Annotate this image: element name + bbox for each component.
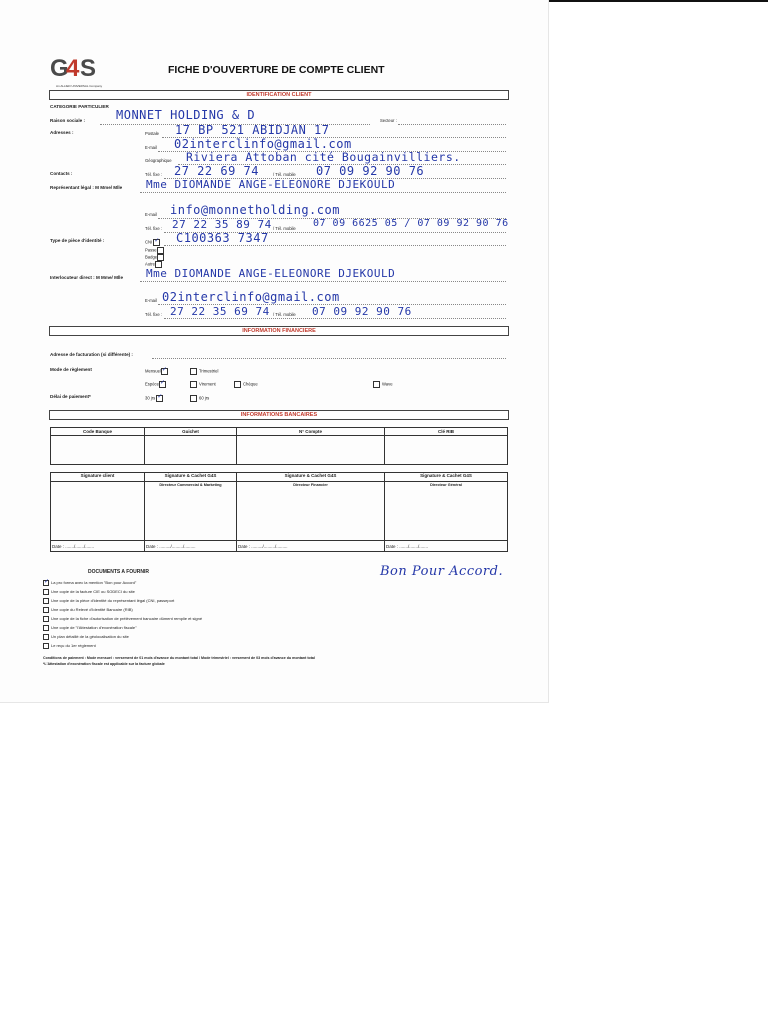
section-identification-label: IDENTIFICATION CLIENT [246,92,312,98]
badge-checkbox[interactable] [157,254,164,261]
mode-reglement-label: Mode de règlement [50,367,92,372]
doc-checkbox[interactable] [43,607,49,613]
j30-label: 30 jrs [145,395,156,401]
raison-sociale-label: Raison sociale : [50,118,85,123]
sig-col-client [51,473,145,482]
categorie-label: CATEGORIE PARTICULIER [50,104,109,109]
signature-table [50,472,508,552]
passeport-label: Passe [145,247,157,253]
int-tel-line [164,318,506,319]
badge-label: Badge [145,254,158,260]
espece-option[interactable] [145,381,168,388]
j60-checkbox[interactable] [190,395,197,402]
doc-checkbox[interactable] [43,616,49,622]
bank-header-guichet: Guichet [145,428,237,436]
representant-value[interactable]: Mme DIOMANDE ANGE-ELEONORE DJEKOULD [146,178,396,191]
j60-option[interactable] [190,395,209,402]
type-piece-label: Type de pièce d'identité : [50,238,105,243]
virement-option[interactable] [190,381,216,388]
doc-item[interactable] [43,598,174,604]
section-bancaires [49,410,509,420]
bank-header-code: Code Banque [51,428,145,436]
sig-dg-area[interactable] [385,482,508,541]
mensuel-checkbox[interactable] [161,368,168,375]
mensuel-option[interactable] [145,368,170,375]
sig-col-dg [385,473,508,482]
doc-item[interactable] [43,643,96,649]
sig-dg-sub: Directeur Général [430,483,462,487]
email-label: E-mail [145,145,157,150]
doc-item[interactable] [43,589,135,595]
rep-tel-mobile-label: / Tél. mobile [273,226,296,231]
virement-label: Virement [199,381,216,387]
svg-text:4: 4 [66,55,80,82]
espece-checkbox[interactable] [159,381,166,388]
doc-checkbox[interactable] [43,580,49,586]
g4s-logo [50,52,100,84]
bank-cell-rib[interactable] [385,436,508,465]
int-tel-mobile-label: / Tél. mobile [273,312,296,317]
doc-item-label: Le reçu du 1er règlement [51,643,96,649]
email-value[interactable]: 02interclinfo@gmail.com [174,137,352,151]
secteur-label: Secteur : [380,118,397,123]
j30-checkbox[interactable] [156,395,163,402]
sig-col-df [237,473,385,482]
tel-fixe-label: Tél. fixe : [145,172,162,177]
cheque-checkbox[interactable] [234,381,241,388]
interlocuteur-label: Interlocuteur direct : M Mme/ Mlle [50,275,123,280]
bank-table [50,427,508,465]
doc-checkbox[interactable] [43,625,49,631]
section-financiere-label: INFORMATION FINANCIERE [242,328,316,334]
cheque-option[interactable] [234,381,258,388]
doc-checkbox[interactable] [43,643,49,649]
secteur-line [398,124,506,125]
cheque-label: Chèque [243,381,258,387]
doc-item-label: Une copie de la pièce d'identité du représentant légal (CNI, passeport [51,598,175,604]
doc-item[interactable] [43,634,129,640]
doc-item-label: Une copie de la fiche d'autorisation de prélèvement bancaire dûment remplie et signé [51,616,203,622]
sig-dg-date[interactable]: Date : ......./......./....... [385,541,508,552]
tel-fixe-value[interactable]: 27 22 69 74 [174,164,259,178]
cni-line [164,245,506,246]
cni-number-value[interactable]: C100363 7347 [176,231,269,245]
mensuel-label: Mensuel [145,368,161,374]
wave-checkbox[interactable] [373,381,380,388]
adresse-facturation-line [152,358,506,359]
rep-tel-fixe-value[interactable]: 27 22 35 89 74 [172,218,272,231]
exoneration-note: *L'Attestation d'exonération fiscale est applicable sur la facture globale [43,662,165,666]
int-tel-fixe-label: Tél. fixe : [145,312,162,317]
representant-label: Représentant légal : M Mme/ Mlle [50,185,123,190]
tel-mobile-label: / Tél. mobile [273,172,296,177]
rep-email-label: E-mail [145,212,157,217]
doc-item-label: La pro forma avec la mention "Bon pour Accord" [51,580,137,586]
sig-df-sub: Directeur Financier [293,483,328,487]
sig-dg-title: Signature & Cachet G4S [420,473,472,478]
virement-checkbox[interactable] [190,381,197,388]
section-financiere [49,326,509,336]
doc-item[interactable] [43,616,202,622]
contacts-label: Contacts : [50,171,73,176]
scan-edge [548,0,768,2]
wave-option[interactable] [373,381,393,388]
doc-item[interactable] [43,625,137,631]
sig-dcm-area[interactable] [145,482,237,541]
delai-label: Délai de paiement* [50,394,91,399]
adresse-facturation-label: Adresse de facturation (si différente) : [50,352,133,357]
payment-conditions: Conditions de paiement : Mode mensuel : versement de 01 mois d'avance du montant total / Mode trimestriel : versement de 03 mois d'avance du montant total [43,656,315,660]
bank-header-rib: Clé RIB [385,428,508,436]
raison-sociale-value[interactable]: MONNET HOLDING & D [116,108,256,122]
trimestriel-option[interactable] [190,368,218,375]
doc-checkbox[interactable] [43,634,49,640]
form-sheet [0,0,549,703]
interlocuteur-line [140,281,506,282]
sig-client-area[interactable] [51,482,145,541]
int-email-label: E-mail [145,298,157,303]
sig-col-dcm [145,473,237,482]
page-title: FICHE D'OUVERTURE DE COMPTE CLIENT [168,64,385,76]
bank-header-compte: N° Compte [237,428,385,436]
badge-option[interactable] [145,254,166,261]
int-tel-fixe-value[interactable]: 27 22 35 69 74 [170,305,270,318]
representant-line [140,192,506,193]
sig-df-title: Signature & Cachet G4S [284,473,337,478]
sig-client-date[interactable]: Date : ......./......./....... [51,541,145,552]
autre-label: Autre [145,261,156,267]
svg-text:G: G [50,55,69,82]
trimestriel-label: Trimestriel [199,368,219,374]
int-tel-mobile-value[interactable]: 07 09 92 90 76 [312,305,412,318]
bon-pour-accord: Bon Pour Accord. [380,564,504,579]
int-email-value[interactable]: 02interclinfo@gmail.com [162,290,340,304]
bank-cell-guichet[interactable] [145,436,237,465]
cni-option[interactable] [145,239,162,246]
rep-tel-fixe-label: Tél. fixe : [145,226,162,231]
doc-item[interactable] [43,580,136,586]
bank-cell-compte[interactable] [237,436,385,465]
j30-option[interactable] [145,395,165,402]
doc-item[interactable] [43,607,133,613]
doc-checkbox[interactable] [43,598,49,604]
doc-item-label: Une copie du Relevé d'Identité Bancaire (RIB) [51,607,133,613]
sig-df-date[interactable]: Date : ........./........./......... [237,541,385,552]
bank-cell-code[interactable] [51,436,145,465]
adresses-label: Adresses : [50,130,74,135]
passeport-option[interactable] [145,247,166,254]
postale-label: Postale [145,131,159,136]
interlocuteur-value[interactable]: Mme DIOMANDE ANGE-ELEONORE DJEKOULD [146,267,396,280]
sig-dcm-title: Signature & Cachet G4S [164,473,217,478]
sig-dcm-sub: Directeur Commercial & Marketing [159,483,222,487]
doc-item-label: Une copie de "l'Attestation d'exonération fiscale" [51,625,137,631]
j60-label: 60 jrs [199,395,210,401]
svg-text:S: S [80,55,97,82]
logo-subtitle: An ALLIED UNIVERSAL Company [56,84,103,88]
doc-checkbox[interactable] [43,589,49,595]
espece-label: Espèce [145,381,159,387]
sig-dcm-date[interactable]: Date : ........./........./......... [145,541,237,552]
sig-df-area[interactable] [237,482,385,541]
passeport-checkbox[interactable] [157,247,164,254]
cni-checkbox[interactable] [153,239,160,246]
documents-title: DOCUMENTS A FOURNIR [88,569,150,575]
trimestriel-checkbox[interactable] [190,368,197,375]
section-bancaires-label: INFORMATIONS BANCAIRES [240,412,318,418]
doc-item-label: Une copie de la facture CIE ou SODECI du site [51,589,135,595]
cni-label: CNI [145,239,153,245]
postale-value[interactable]: 17 BP 521 ABIDJAN 17 [175,123,330,137]
rep-tel-mobile-value[interactable]: 07 09 6625 05 / 07 09 92 90 76 [313,218,509,229]
geographique-value[interactable]: Riviera Attoban cité Bougainvilliers. [186,150,461,164]
sig-client-title: Signature client [80,473,115,478]
geographique-label: Géographique [145,158,172,163]
wave-label: Wave [382,381,393,387]
tel-mobile-value[interactable]: 07 09 92 90 76 [316,164,425,178]
section-identification [49,90,509,100]
doc-item-label: Un plan détaillé de la géolocalisation du site [51,634,129,640]
rep-email-value[interactable]: info@monnetholding.com [170,203,340,217]
